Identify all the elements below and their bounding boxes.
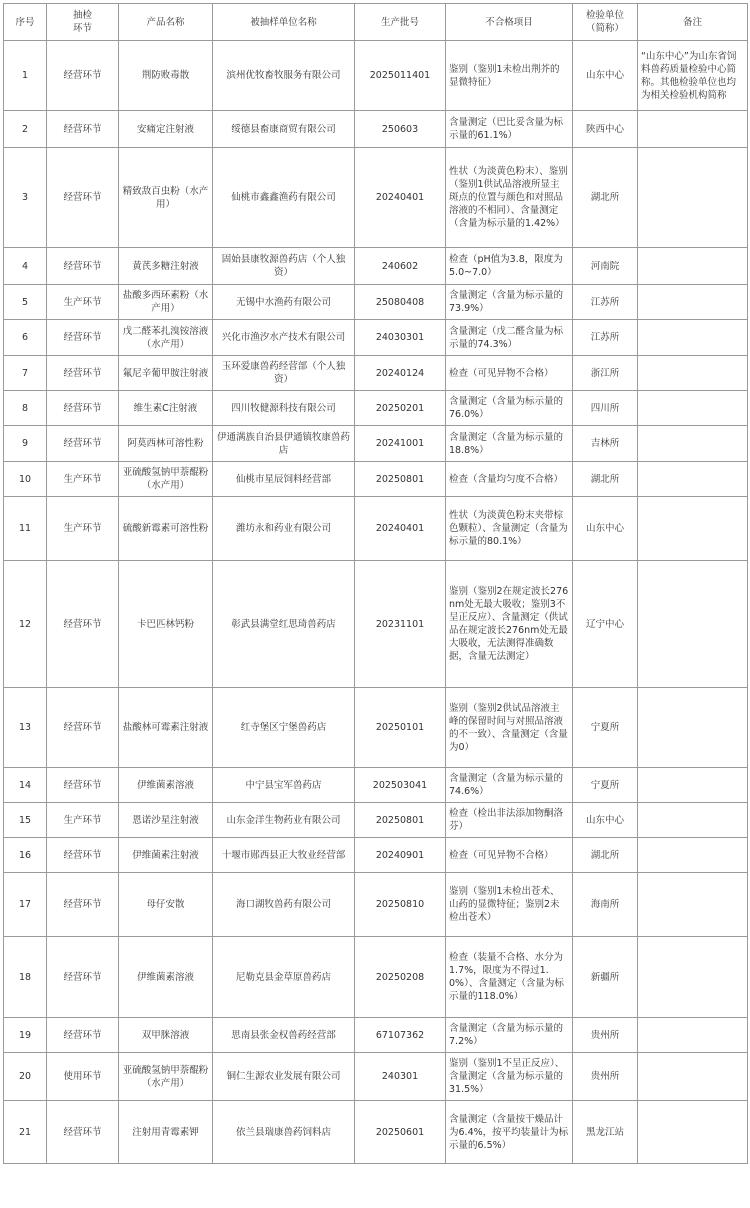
- cell-note: [638, 391, 748, 426]
- cell-note: [638, 462, 748, 497]
- cell-issue: 含量测定（含量为标示量的74.6%）: [446, 768, 573, 803]
- cell-unit: 四川牧健源科技有限公司: [213, 391, 355, 426]
- cell-batch: 2025011401: [355, 41, 446, 111]
- cell-lab: 海南所: [573, 873, 638, 937]
- cell-unit: 固始县康牧源兽药店（个人独资）: [213, 248, 355, 285]
- cell-no: 3: [4, 148, 47, 248]
- table-row: [4, 1101, 748, 1164]
- cell-lab: 江苏所: [573, 320, 638, 356]
- cell-no: 7: [4, 356, 47, 391]
- cell-stage: 经营环节: [47, 356, 119, 391]
- cell-product: 戊二醛苯扎溴铵溶液（水产用）: [119, 320, 213, 356]
- cell-product: 伊维菌素溶液: [119, 937, 213, 1018]
- cell-issue: 含量测定（含量为标示量的18.8%）: [446, 426, 573, 462]
- cell-issue: 性状（为淡黄色粉末）、鉴别（鉴别1供试品溶液所显主斑点的位置与颜色和对照品溶液的不相同）、含量测定（含量为标示量的1.42%）: [446, 148, 573, 248]
- cell-batch: 202503041: [355, 768, 446, 803]
- cell-issue: 检查（可见异物不合格）: [446, 838, 573, 873]
- cell-issue: 含量测定（含量为标示量的76.0%）: [446, 391, 573, 426]
- cell-stage: 经营环节: [47, 320, 119, 356]
- table-row: [4, 1053, 748, 1101]
- cell-batch: 20250201: [355, 391, 446, 426]
- cell-batch: 240301: [355, 1053, 446, 1101]
- cell-lab: 湖北所: [573, 838, 638, 873]
- cell-no: 16: [4, 838, 47, 873]
- cell-issue: 检查（检出非法添加物酮洛芬）: [446, 803, 573, 838]
- cell-stage: 经营环节: [47, 391, 119, 426]
- cell-issue: 性状（为淡黄色粉末夹带棕色颗粒）、含量测定（含量为标示量的80.1%）: [446, 497, 573, 561]
- cell-product: 伊维菌素溶液: [119, 768, 213, 803]
- cell-no: 10: [4, 462, 47, 497]
- cell-unit: 彰武县满堂红思琦兽药店: [213, 561, 355, 688]
- cell-unit: 滨州优牧畜牧服务有限公司: [213, 41, 355, 111]
- cell-product: 母仔安散: [119, 873, 213, 937]
- cell-product: 精致敌百虫粉（水产用）: [119, 148, 213, 248]
- cell-stage: 经营环节: [47, 688, 119, 768]
- header-stage: 抽检 环节: [47, 4, 119, 41]
- cell-issue: 含量测定（含量为标示量的7.2%）: [446, 1018, 573, 1053]
- table-row: [4, 1018, 748, 1053]
- cell-no: 8: [4, 391, 47, 426]
- table-row: [4, 285, 748, 320]
- cell-lab: 河南院: [573, 248, 638, 285]
- cell-batch: 67107362: [355, 1018, 446, 1053]
- cell-unit: 伊通满族自治县伊通镇牧康兽药店: [213, 426, 355, 462]
- cell-note: [638, 356, 748, 391]
- cell-note: [638, 873, 748, 937]
- cell-stage: 生产环节: [47, 497, 119, 561]
- cell-unit: 海口湖牧兽药有限公司: [213, 873, 355, 937]
- cell-issue: 鉴别（鉴别1不呈正反应）、含量测定（含量为标示量的31.5%）: [446, 1053, 573, 1101]
- table-row: [4, 688, 748, 768]
- cell-batch: 20250208: [355, 937, 446, 1018]
- cell-batch: 20250101: [355, 688, 446, 768]
- unqualified-products-table: [3, 3, 748, 1164]
- cell-unit: 无锡中水渔药有限公司: [213, 285, 355, 320]
- cell-note: [638, 148, 748, 248]
- cell-no: 1: [4, 41, 47, 111]
- cell-product: 维生素C注射液: [119, 391, 213, 426]
- cell-batch: 20240401: [355, 148, 446, 248]
- cell-unit: 中宁县宝军兽药店: [213, 768, 355, 803]
- cell-note: [638, 111, 748, 148]
- header-unit: 被抽样单位名称: [213, 4, 355, 41]
- cell-note: [638, 838, 748, 873]
- cell-no: 15: [4, 803, 47, 838]
- header-batch: 生产批号: [355, 4, 446, 41]
- cell-product: 阿莫西林可溶性粉: [119, 426, 213, 462]
- cell-batch: 20240401: [355, 497, 446, 561]
- cell-lab: 陕西中心: [573, 111, 638, 148]
- cell-unit: 红寺堡区宁堡兽药店: [213, 688, 355, 768]
- cell-unit: 思南县张金权兽药经营部: [213, 1018, 355, 1053]
- cell-unit: 仙桃市鑫鑫渔药有限公司: [213, 148, 355, 248]
- table-row: [4, 497, 748, 561]
- cell-product: 黄芪多糖注射液: [119, 248, 213, 285]
- cell-unit: 绥德县畜康商贸有限公司: [213, 111, 355, 148]
- cell-product: 双甲脒溶液: [119, 1018, 213, 1053]
- table-row: [4, 320, 748, 356]
- cell-batch: 20240901: [355, 838, 446, 873]
- cell-stage: 经营环节: [47, 1018, 119, 1053]
- cell-note: “山东中心”为山东省饲料兽药质量检验中心简称。其他检验单位也均为相关检验机构简称: [638, 41, 748, 111]
- cell-unit: 十堰市郧西县正大牧业经营部: [213, 838, 355, 873]
- cell-no: 14: [4, 768, 47, 803]
- cell-no: 12: [4, 561, 47, 688]
- table-row: [4, 391, 748, 426]
- cell-batch: 25080408: [355, 285, 446, 320]
- cell-stage: 经营环节: [47, 41, 119, 111]
- cell-no: 19: [4, 1018, 47, 1053]
- cell-unit: 兴化市渔汐水产技术有限公司: [213, 320, 355, 356]
- cell-note: [638, 561, 748, 688]
- cell-note: [638, 1101, 748, 1164]
- table-row: [4, 148, 748, 248]
- cell-lab: 山东中心: [573, 497, 638, 561]
- cell-product: 卡巴匹林钙粉: [119, 561, 213, 688]
- cell-batch: 24030301: [355, 320, 446, 356]
- cell-stage: 经营环节: [47, 937, 119, 1018]
- cell-issue: 鉴别（鉴别2供试品溶液主峰的保留时间与对照品溶液的不一致）、含量测定（含量为0）: [446, 688, 573, 768]
- cell-lab: 湖北所: [573, 148, 638, 248]
- table-header-row: [4, 4, 748, 41]
- cell-unit: 玉环爱康兽药经营部（个人独资）: [213, 356, 355, 391]
- cell-batch: 20250810: [355, 873, 446, 937]
- cell-lab: 辽宁中心: [573, 561, 638, 688]
- cell-stage: 经营环节: [47, 248, 119, 285]
- cell-issue: 鉴别（鉴别1未检出苍术、山药的显微特征；鉴别2未检出苍术）: [446, 873, 573, 937]
- cell-lab: 贵州所: [573, 1018, 638, 1053]
- cell-lab: 新疆所: [573, 937, 638, 1018]
- cell-lab: 宁夏所: [573, 688, 638, 768]
- cell-no: 18: [4, 937, 47, 1018]
- cell-note: [638, 320, 748, 356]
- cell-stage: 经营环节: [47, 1101, 119, 1164]
- table-row: [4, 426, 748, 462]
- cell-note: [638, 803, 748, 838]
- cell-stage: 生产环节: [47, 462, 119, 497]
- cell-product: 盐酸多西环素粉（水产用）: [119, 285, 213, 320]
- cell-issue: 鉴别（鉴别2在规定波长276nm处无最大吸收；鉴别3不呈正反应）、含量测定（供试品在规定波长276nm处无最大吸收，无法测得准确数据，含量无法测定）: [446, 561, 573, 688]
- cell-product: 硫酸新霉素可溶性粉: [119, 497, 213, 561]
- cell-lab: 江苏所: [573, 285, 638, 320]
- cell-product: 伊维菌素注射液: [119, 838, 213, 873]
- cell-batch: 20250801: [355, 462, 446, 497]
- cell-issue: 鉴别（鉴别1未检出荆芥的显微特征）: [446, 41, 573, 111]
- cell-unit: 铜仁生源农业发展有限公司: [213, 1053, 355, 1101]
- cell-issue: 含量测定（巴比妥含量为标示量的61.1%）: [446, 111, 573, 148]
- cell-stage: 生产环节: [47, 285, 119, 320]
- header-product: 产品名称: [119, 4, 213, 41]
- cell-unit: 仙桃市星辰饲料经营部: [213, 462, 355, 497]
- cell-stage: 生产环节: [47, 803, 119, 838]
- cell-issue: 检查（可见异物不合格）: [446, 356, 573, 391]
- cell-product: 注射用青霉素钾: [119, 1101, 213, 1164]
- table-row: [4, 768, 748, 803]
- cell-batch: 20250801: [355, 803, 446, 838]
- cell-note: [638, 768, 748, 803]
- table-row: [4, 41, 748, 111]
- cell-product: 亚硫酸氢钠甲萘醌粉（水产用）: [119, 1053, 213, 1101]
- cell-unit: 依兰县瑞康兽药饲料店: [213, 1101, 355, 1164]
- cell-issue: 检查（pH值为3.8，限度为5.0~7.0）: [446, 248, 573, 285]
- cell-lab: 黑龙江站: [573, 1101, 638, 1164]
- cell-no: 20: [4, 1053, 47, 1101]
- cell-note: [638, 497, 748, 561]
- cell-stage: 使用环节: [47, 1053, 119, 1101]
- cell-no: 2: [4, 111, 47, 148]
- cell-lab: 湖北所: [573, 462, 638, 497]
- cell-no: 6: [4, 320, 47, 356]
- cell-stage: 经营环节: [47, 873, 119, 937]
- cell-product: 亚硫酸氢钠甲萘醌粉（水产用）: [119, 462, 213, 497]
- cell-lab: 宁夏所: [573, 768, 638, 803]
- cell-note: [638, 285, 748, 320]
- cell-no: 9: [4, 426, 47, 462]
- cell-stage: 经营环节: [47, 768, 119, 803]
- cell-note: [638, 1018, 748, 1053]
- cell-batch: 250603: [355, 111, 446, 148]
- cell-no: 4: [4, 248, 47, 285]
- table-row: [4, 873, 748, 937]
- cell-lab: 贵州所: [573, 1053, 638, 1101]
- header-no: 序号: [4, 4, 47, 41]
- cell-unit: 山东金洋生物药业有限公司: [213, 803, 355, 838]
- cell-stage: 经营环节: [47, 426, 119, 462]
- cell-batch: 20250601: [355, 1101, 446, 1164]
- table-row: [4, 838, 748, 873]
- cell-issue: 检查（含量均匀度不合格）: [446, 462, 573, 497]
- table-row: [4, 561, 748, 688]
- cell-product: 荆防败毒散: [119, 41, 213, 111]
- cell-no: 17: [4, 873, 47, 937]
- cell-lab: 山东中心: [573, 803, 638, 838]
- cell-lab: 吉林所: [573, 426, 638, 462]
- cell-product: 盐酸林可霉素注射液: [119, 688, 213, 768]
- cell-issue: 含量测定（含量按干燥品计为6.4%，按平均装量计为标示量的6.5%）: [446, 1101, 573, 1164]
- cell-no: 5: [4, 285, 47, 320]
- cell-issue: 检查（装量不合格、水分为1.7%，限度为不得过1.0%）、含量测定（含量为标示量的118.0%）: [446, 937, 573, 1018]
- cell-batch: 20231101: [355, 561, 446, 688]
- cell-note: [638, 248, 748, 285]
- table-row: [4, 356, 748, 391]
- header-lab: 检验单位 （简称）: [573, 4, 638, 41]
- cell-stage: 经营环节: [47, 111, 119, 148]
- table-row: [4, 111, 748, 148]
- cell-issue: 含量测定（戊二醛含量为标示量的74.3%）: [446, 320, 573, 356]
- cell-lab: 四川所: [573, 391, 638, 426]
- cell-batch: 20240124: [355, 356, 446, 391]
- table-row: [4, 803, 748, 838]
- cell-unit: 尼勒克县金草原兽药店: [213, 937, 355, 1018]
- cell-note: [638, 426, 748, 462]
- table-row: [4, 462, 748, 497]
- cell-lab: 山东中心: [573, 41, 638, 111]
- cell-no: 13: [4, 688, 47, 768]
- cell-stage: 经营环节: [47, 561, 119, 688]
- cell-product: 恩诺沙星注射液: [119, 803, 213, 838]
- cell-note: [638, 1053, 748, 1101]
- cell-no: 21: [4, 1101, 47, 1164]
- header-note: 备注: [638, 4, 748, 41]
- cell-no: 11: [4, 497, 47, 561]
- cell-batch: 20241001: [355, 426, 446, 462]
- cell-batch: 240602: [355, 248, 446, 285]
- cell-note: [638, 937, 748, 1018]
- table-row: [4, 248, 748, 285]
- cell-product: 安痛定注射液: [119, 111, 213, 148]
- header-issue: 不合格项目: [446, 4, 573, 41]
- cell-issue: 含量测定（含量为标示量的73.9%）: [446, 285, 573, 320]
- cell-stage: 经营环节: [47, 838, 119, 873]
- cell-product: 氟尼辛葡甲胺注射液: [119, 356, 213, 391]
- cell-lab: 浙江所: [573, 356, 638, 391]
- cell-note: [638, 688, 748, 768]
- cell-stage: 经营环节: [47, 148, 119, 248]
- table-row: [4, 937, 748, 1018]
- cell-unit: 潍坊永和药业有限公司: [213, 497, 355, 561]
